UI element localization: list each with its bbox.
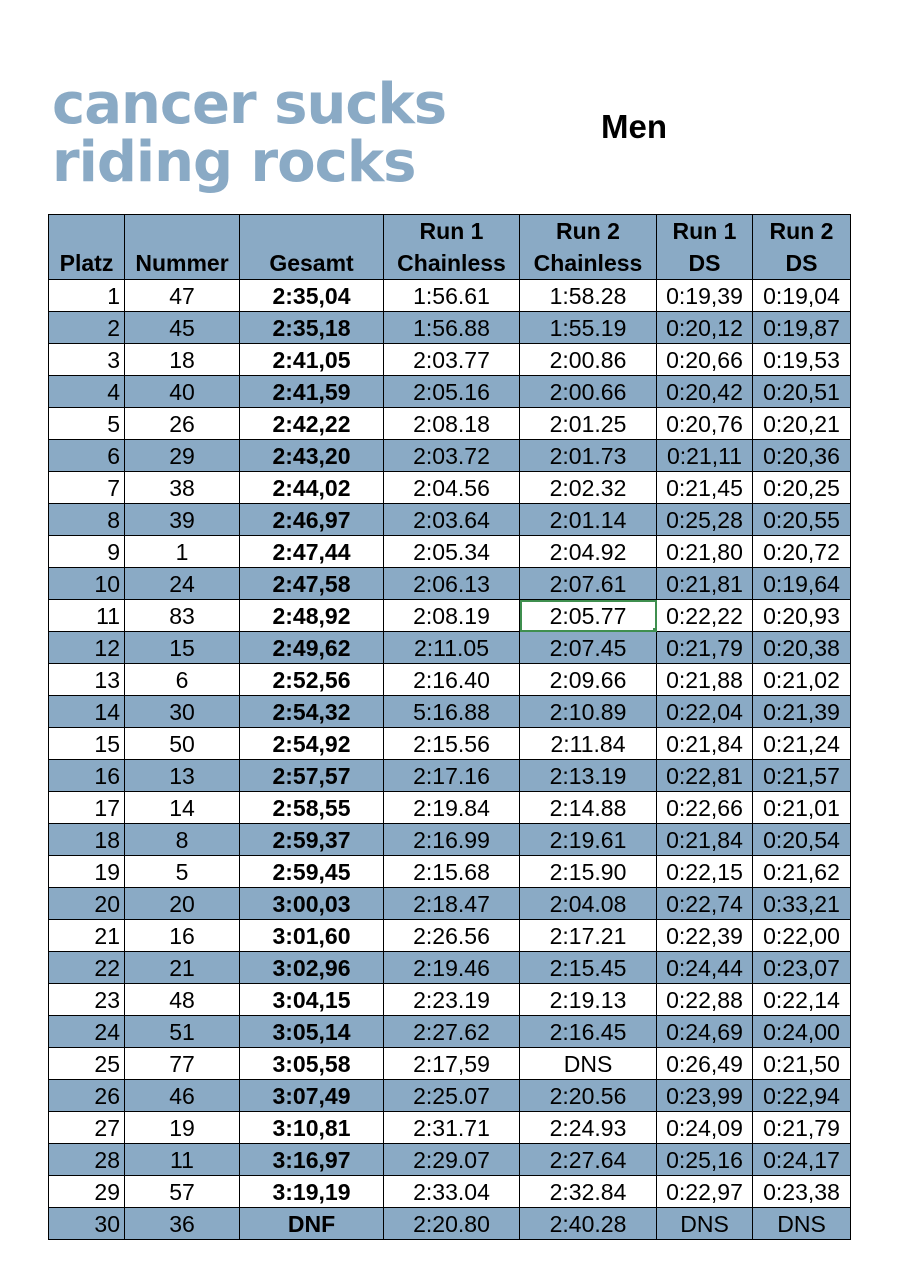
cell-platz[interactable]: 6: [49, 440, 125, 472]
cell-run1-chainless[interactable]: 2:17.16: [384, 760, 520, 792]
table-row: [49, 728, 851, 760]
cell-gesamt[interactable]: 2:58,55: [240, 792, 384, 824]
cell-run1-chainless[interactable]: 2:08.19: [384, 600, 520, 632]
cell-nummer[interactable]: 48: [125, 984, 240, 1016]
cell-run2-chainless[interactable]: 2:07.61: [520, 568, 657, 600]
cell-run1-chainless[interactable]: 2:26.56: [384, 920, 520, 952]
cell-run2-chainless[interactable]: 2:04.08: [520, 888, 657, 920]
cell-run2-ds[interactable]: 0:19,04: [753, 280, 851, 312]
table-row: [49, 1208, 851, 1240]
cell-platz[interactable]: 13: [49, 664, 125, 696]
header-row: [49, 215, 851, 280]
cell-gesamt[interactable]: 2:35,18: [240, 312, 384, 344]
cell-run1-ds[interactable]: 0:24,69: [657, 1016, 753, 1048]
cell-gesamt[interactable]: 2:57,57: [240, 760, 384, 792]
cell-gesamt[interactable]: 3:10,81: [240, 1112, 384, 1144]
cell-nummer[interactable]: 15: [125, 632, 240, 664]
cell-run2-chainless[interactable]: 2:01.25: [520, 408, 657, 440]
table-row: [49, 888, 851, 920]
cell-run1-ds[interactable]: 0:22,15: [657, 856, 753, 888]
cell-nummer[interactable]: 30: [125, 696, 240, 728]
cell-gesamt[interactable]: 3:16,97: [240, 1144, 384, 1176]
cell-platz[interactable]: 30: [49, 1208, 125, 1240]
table-row: [49, 760, 851, 792]
cell-run1-ds[interactable]: 0:22,04: [657, 696, 753, 728]
cell-run2-chainless[interactable]: 2:15.90: [520, 856, 657, 888]
cell-run1-ds[interactable]: 0:20,42: [657, 376, 753, 408]
cell-platz[interactable]: 16: [49, 760, 125, 792]
cell-platz[interactable]: 8: [49, 504, 125, 536]
cell-run2-ds[interactable]: 0:20,93: [753, 600, 851, 632]
table-row: [49, 280, 851, 312]
cell-run1-chainless[interactable]: 1:56.88: [384, 312, 520, 344]
cell-run2-ds[interactable]: 0:21,39: [753, 696, 851, 728]
cell-run1-chainless[interactable]: 2:15.68: [384, 856, 520, 888]
cell-platz[interactable]: 26: [49, 1080, 125, 1112]
cell-run1-chainless[interactable]: 2:05.16: [384, 376, 520, 408]
cell-run1-chainless[interactable]: 2:23.19: [384, 984, 520, 1016]
cell-platz[interactable]: 24: [49, 1016, 125, 1048]
page-title: Men: [601, 108, 667, 145]
cell-run1-ds[interactable]: 0:24,44: [657, 952, 753, 984]
cell-run1-ds[interactable]: 0:24,09: [657, 1112, 753, 1144]
cell-nummer[interactable]: 26: [125, 408, 240, 440]
cell-run2-chainless[interactable]: 2:02.32: [520, 472, 657, 504]
cell-platz[interactable]: 22: [49, 952, 125, 984]
cell-nummer[interactable]: 83: [125, 600, 240, 632]
table-row: [49, 920, 851, 952]
cell-nummer[interactable]: 57: [125, 1176, 240, 1208]
cell-gesamt[interactable]: 2:41,59: [240, 376, 384, 408]
table-row: [49, 984, 851, 1016]
cell-gesamt[interactable]: 3:05,14: [240, 1016, 384, 1048]
cell-run1-chainless[interactable]: 2:20.80: [384, 1208, 520, 1240]
header-run2-chainless[interactable]: Run 2 Chainless: [520, 215, 657, 280]
cell-run1-ds[interactable]: 0:20,12: [657, 312, 753, 344]
table-row: [49, 792, 851, 824]
table-row: [49, 1144, 851, 1176]
cell-run1-ds[interactable]: 0:19,39: [657, 280, 753, 312]
table-row: [49, 824, 851, 856]
cell-nummer[interactable]: 6: [125, 664, 240, 696]
cell-run2-ds[interactable]: 0:23,07: [753, 952, 851, 984]
cell-run2-ds[interactable]: 0:21,24: [753, 728, 851, 760]
cell-nummer[interactable]: 5: [125, 856, 240, 888]
cell-platz[interactable]: 12: [49, 632, 125, 664]
cell-nummer[interactable]: 45: [125, 312, 240, 344]
cell-run2-chainless[interactable]: 2:24.93: [520, 1112, 657, 1144]
cell-run2-chainless[interactable]: 2:40.28: [520, 1208, 657, 1240]
cell-run1-ds[interactable]: DNS: [657, 1208, 753, 1240]
cell-run2-ds[interactable]: 0:20,54: [753, 824, 851, 856]
cell-run2-chainless[interactable]: 2:20.56: [520, 1080, 657, 1112]
cell-run1-chainless[interactable]: 2:03.77: [384, 344, 520, 376]
table-row: [49, 1080, 851, 1112]
cell-run2-ds[interactable]: 0:20,72: [753, 536, 851, 568]
cell-run1-ds[interactable]: 0:21,84: [657, 824, 753, 856]
cell-run2-chainless[interactable]: 2:10.89: [520, 696, 657, 728]
cell-platz[interactable]: 3: [49, 344, 125, 376]
cell-nummer[interactable]: 51: [125, 1016, 240, 1048]
cell-run1-chainless[interactable]: 2:29.07: [384, 1144, 520, 1176]
cell-gesamt[interactable]: 2:54,92: [240, 728, 384, 760]
table-row: [49, 600, 851, 632]
cell-run1-ds[interactable]: 0:21,79: [657, 632, 753, 664]
cell-run1-ds[interactable]: 0:20,76: [657, 408, 753, 440]
cell-run1-ds[interactable]: 0:21,84: [657, 728, 753, 760]
cell-gesamt[interactable]: 2:59,45: [240, 856, 384, 888]
cell-run2-chainless[interactable]: 2:19.61: [520, 824, 657, 856]
table-row: [49, 536, 851, 568]
cell-nummer[interactable]: 13: [125, 760, 240, 792]
cell-run1-chainless[interactable]: 2:08.18: [384, 408, 520, 440]
cell-run1-ds[interactable]: 0:26,49: [657, 1048, 753, 1080]
cell-run1-ds[interactable]: 0:22,22: [657, 600, 753, 632]
cell-run2-chainless[interactable]: 2:17.21: [520, 920, 657, 952]
cell-run2-chainless[interactable]: 2:16.45: [520, 1016, 657, 1048]
cell-run2-ds[interactable]: 0:21,02: [753, 664, 851, 696]
cell-nummer[interactable]: 1: [125, 536, 240, 568]
cell-run2-chainless[interactable]: DNS: [520, 1048, 657, 1080]
cell-run2-ds[interactable]: 0:24,00: [753, 1016, 851, 1048]
cell-run2-ds[interactable]: 0:20,36: [753, 440, 851, 472]
cell-platz[interactable]: 5: [49, 408, 125, 440]
cell-nummer[interactable]: 16: [125, 920, 240, 952]
cell-run1-ds[interactable]: 0:21,80: [657, 536, 753, 568]
cell-platz[interactable]: 14: [49, 696, 125, 728]
cell-run1-chainless[interactable]: 2:06.13: [384, 568, 520, 600]
cell-run2-chainless[interactable]: 2:11.84: [520, 728, 657, 760]
cell-platz[interactable]: 2: [49, 312, 125, 344]
cell-gesamt[interactable]: 3:05,58: [240, 1048, 384, 1080]
cell-run1-chainless[interactable]: 2:04.56: [384, 472, 520, 504]
cell-nummer[interactable]: 21: [125, 952, 240, 984]
header-gesamt[interactable]: Gesamt: [240, 215, 384, 280]
cell-run1-ds[interactable]: 0:22,97: [657, 1176, 753, 1208]
cell-run1-chainless[interactable]: 5:16.88: [384, 696, 520, 728]
cell-run1-chainless[interactable]: 2:05.34: [384, 536, 520, 568]
cell-run1-chainless[interactable]: 2:03.64: [384, 504, 520, 536]
cell-gesamt[interactable]: 2:52,56: [240, 664, 384, 696]
cell-platz[interactable]: 18: [49, 824, 125, 856]
header-run1-ds[interactable]: Run 1 DS: [657, 215, 753, 280]
table-row: [49, 440, 851, 472]
cell-run2-ds[interactable]: 0:23,38: [753, 1176, 851, 1208]
cell-run2-ds[interactable]: 0:19,64: [753, 568, 851, 600]
table-row: [49, 952, 851, 984]
cell-gesamt[interactable]: 3:00,03: [240, 888, 384, 920]
table-row: [49, 856, 851, 888]
cell-run2-ds[interactable]: 0:21,57: [753, 760, 851, 792]
cell-nummer[interactable]: 11: [125, 1144, 240, 1176]
results-table: [48, 214, 851, 1240]
logo: [52, 72, 452, 206]
cell-nummer[interactable]: 46: [125, 1080, 240, 1112]
cell-platz[interactable]: 10: [49, 568, 125, 600]
cell-platz[interactable]: 21: [49, 920, 125, 952]
cell-gesamt[interactable]: 2:35,04: [240, 280, 384, 312]
cell-run1-chainless[interactable]: 2:25.07: [384, 1080, 520, 1112]
cell-run1-chainless[interactable]: 2:17,59: [384, 1048, 520, 1080]
cell-gesamt[interactable]: 2:42,22: [240, 408, 384, 440]
cell-run2-ds[interactable]: 0:22,94: [753, 1080, 851, 1112]
cell-run1-ds[interactable]: 0:23,99: [657, 1080, 753, 1112]
cell-nummer[interactable]: 18: [125, 344, 240, 376]
header-run1-chainless[interactable]: Run 1 Chainless: [384, 215, 520, 280]
cell-run1-chainless[interactable]: 2:16.40: [384, 664, 520, 696]
cell-run1-chainless[interactable]: 2:19.46: [384, 952, 520, 984]
table-row: [49, 408, 851, 440]
table-row: [49, 1048, 851, 1080]
header-run2-ds[interactable]: Run 2 DS: [753, 215, 851, 280]
cell-run1-ds[interactable]: 0:22,88: [657, 984, 753, 1016]
cell-platz[interactable]: 11: [49, 600, 125, 632]
cell-platz[interactable]: 7: [49, 472, 125, 504]
cell-run2-chainless[interactable]: 2:05.77: [520, 600, 657, 632]
cell-run2-ds[interactable]: 0:21,50: [753, 1048, 851, 1080]
cell-gesamt[interactable]: 3:04,15: [240, 984, 384, 1016]
cell-run2-ds[interactable]: 0:22,00: [753, 920, 851, 952]
cell-run1-ds[interactable]: 0:21,88: [657, 664, 753, 696]
cell-run2-chainless[interactable]: 2:32.84: [520, 1176, 657, 1208]
logo-line-1: cancer sucks: [52, 72, 447, 137]
cell-platz[interactable]: 9: [49, 536, 125, 568]
cell-run2-chainless[interactable]: 2:07.45: [520, 632, 657, 664]
cell-platz[interactable]: 20: [49, 888, 125, 920]
logo-line-2: riding rocks: [52, 130, 416, 195]
cell-nummer[interactable]: 8: [125, 824, 240, 856]
cell-run2-chainless[interactable]: 2:27.64: [520, 1144, 657, 1176]
cell-gesamt[interactable]: 2:41,05: [240, 344, 384, 376]
cell-run2-ds[interactable]: 0:19,87: [753, 312, 851, 344]
cell-gesamt[interactable]: 3:01,60: [240, 920, 384, 952]
cell-run2-ds[interactable]: 0:19,53: [753, 344, 851, 376]
table-row: [49, 568, 851, 600]
cell-gesamt[interactable]: DNF: [240, 1208, 384, 1240]
cell-run2-chainless[interactable]: 2:00.66: [520, 376, 657, 408]
cell-run1-ds[interactable]: 0:22,39: [657, 920, 753, 952]
cell-run1-chainless[interactable]: 2:11.05: [384, 632, 520, 664]
cell-run2-ds[interactable]: DNS: [753, 1208, 851, 1240]
cell-gesamt[interactable]: 2:47,44: [240, 536, 384, 568]
cell-run2-chainless[interactable]: 1:58.28: [520, 280, 657, 312]
cell-nummer[interactable]: 39: [125, 504, 240, 536]
table-row: [49, 344, 851, 376]
table-row: [49, 472, 851, 504]
cell-nummer[interactable]: 50: [125, 728, 240, 760]
cell-gesamt[interactable]: 2:54,32: [240, 696, 384, 728]
cell-nummer[interactable]: 14: [125, 792, 240, 824]
cell-run2-ds[interactable]: 0:20,38: [753, 632, 851, 664]
cell-gesamt[interactable]: 2:43,20: [240, 440, 384, 472]
cell-run2-chainless[interactable]: 2:01.73: [520, 440, 657, 472]
cell-run1-ds[interactable]: 0:25,28: [657, 504, 753, 536]
cell-nummer[interactable]: 36: [125, 1208, 240, 1240]
cell-gesamt[interactable]: 2:47,58: [240, 568, 384, 600]
cell-run1-ds[interactable]: 0:21,45: [657, 472, 753, 504]
cell-nummer[interactable]: 40: [125, 376, 240, 408]
cell-run2-ds[interactable]: 0:21,62: [753, 856, 851, 888]
header-platz[interactable]: Platz: [49, 215, 125, 280]
cell-run1-ds[interactable]: 0:21,81: [657, 568, 753, 600]
cell-run1-chainless[interactable]: 2:03.72: [384, 440, 520, 472]
cell-run2-chainless[interactable]: 2:19.13: [520, 984, 657, 1016]
cell-run2-chainless[interactable]: 2:04.92: [520, 536, 657, 568]
cell-run2-ds[interactable]: 0:20,25: [753, 472, 851, 504]
cell-gesamt[interactable]: 2:44,02: [240, 472, 384, 504]
cell-run2-ds[interactable]: 0:22,14: [753, 984, 851, 1016]
cell-run1-chainless[interactable]: 2:18.47: [384, 888, 520, 920]
cell-platz[interactable]: 19: [49, 856, 125, 888]
cell-gesamt[interactable]: 2:48,92: [240, 600, 384, 632]
cell-platz[interactable]: 15: [49, 728, 125, 760]
table-row: [49, 504, 851, 536]
table-row: [49, 1176, 851, 1208]
cell-run1-ds[interactable]: 0:22,66: [657, 792, 753, 824]
cell-run1-chainless[interactable]: 2:15.56: [384, 728, 520, 760]
cell-run2-ds[interactable]: 0:20,21: [753, 408, 851, 440]
cell-gesamt[interactable]: 2:59,37: [240, 824, 384, 856]
cell-run2-chainless[interactable]: 2:09.66: [520, 664, 657, 696]
cell-run2-chainless[interactable]: 2:13.19: [520, 760, 657, 792]
table-row: [49, 632, 851, 664]
cell-nummer[interactable]: 24: [125, 568, 240, 600]
cell-gesamt[interactable]: 3:07,49: [240, 1080, 384, 1112]
cell-run2-ds[interactable]: 0:24,17: [753, 1144, 851, 1176]
table-row: [49, 312, 851, 344]
cell-platz[interactable]: 25: [49, 1048, 125, 1080]
cell-gesamt[interactable]: 2:49,62: [240, 632, 384, 664]
cell-platz[interactable]: 28: [49, 1144, 125, 1176]
cell-platz[interactable]: 29: [49, 1176, 125, 1208]
cell-platz[interactable]: 1: [49, 280, 125, 312]
cell-run2-chainless[interactable]: 2:14.88: [520, 792, 657, 824]
cell-nummer[interactable]: 38: [125, 472, 240, 504]
cell-platz[interactable]: 23: [49, 984, 125, 1016]
cell-run1-chainless[interactable]: 2:31.71: [384, 1112, 520, 1144]
cell-nummer[interactable]: 29: [125, 440, 240, 472]
cell-run1-ds[interactable]: 0:22,81: [657, 760, 753, 792]
cell-run1-chainless[interactable]: 1:56.61: [384, 280, 520, 312]
cell-run1-chainless[interactable]: 2:16.99: [384, 824, 520, 856]
cell-run1-ds[interactable]: 0:22,74: [657, 888, 753, 920]
cell-run2-ds[interactable]: 0:21,79: [753, 1112, 851, 1144]
cell-run1-ds[interactable]: 0:21,11: [657, 440, 753, 472]
cell-gesamt[interactable]: 3:19,19: [240, 1176, 384, 1208]
cell-run2-ds[interactable]: 0:21,01: [753, 792, 851, 824]
cell-run1-chainless[interactable]: 2:27.62: [384, 1016, 520, 1048]
cell-run2-chainless[interactable]: 2:00.86: [520, 344, 657, 376]
table-row: [49, 1112, 851, 1144]
cell-platz[interactable]: 4: [49, 376, 125, 408]
cell-run1-chainless[interactable]: 2:33.04: [384, 1176, 520, 1208]
cell-nummer[interactable]: 19: [125, 1112, 240, 1144]
cell-run2-chainless[interactable]: 2:01.14: [520, 504, 657, 536]
cell-run2-ds[interactable]: 0:20,55: [753, 504, 851, 536]
cell-gesamt[interactable]: 2:46,97: [240, 504, 384, 536]
cell-run2-chainless[interactable]: 1:55.19: [520, 312, 657, 344]
header-nummer[interactable]: Nummer: [125, 215, 240, 280]
cell-platz[interactable]: 27: [49, 1112, 125, 1144]
cell-gesamt[interactable]: 3:02,96: [240, 952, 384, 984]
table-row: [49, 696, 851, 728]
cell-run1-chainless[interactable]: 2:19.84: [384, 792, 520, 824]
cell-run2-chainless[interactable]: 2:15.45: [520, 952, 657, 984]
cell-run1-ds[interactable]: 0:25,16: [657, 1144, 753, 1176]
cell-nummer[interactable]: 47: [125, 280, 240, 312]
cell-platz[interactable]: 17: [49, 792, 125, 824]
table-row: [49, 376, 851, 408]
table-row: [49, 1016, 851, 1048]
table-row: [49, 664, 851, 696]
cell-run2-ds[interactable]: 0:33,21: [753, 888, 851, 920]
cell-run2-ds[interactable]: 0:20,51: [753, 376, 851, 408]
cell-run1-ds[interactable]: 0:20,66: [657, 344, 753, 376]
cell-nummer[interactable]: 20: [125, 888, 240, 920]
cell-nummer[interactable]: 77: [125, 1048, 240, 1080]
